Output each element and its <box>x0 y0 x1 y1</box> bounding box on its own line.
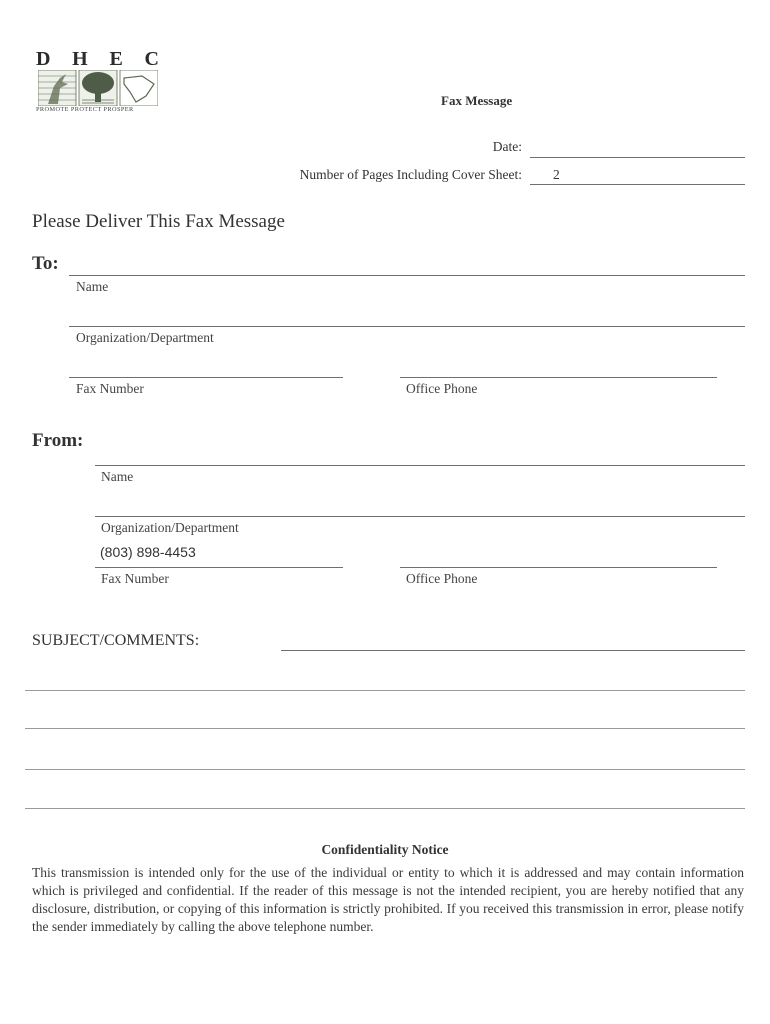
logo-letters <box>36 48 160 71</box>
to-fax-caption: Fax Number <box>76 381 144 396</box>
to-label: To: <box>32 253 59 274</box>
from-phone-caption: Office Phone <box>406 571 478 586</box>
logo-letter-d: D <box>36 48 52 70</box>
from-name-line[interactable] <box>95 465 745 466</box>
confidentiality-notice-body: This transmission is intended only for the use of the individual or entity to which it is addressed and may contain information which is privileged and confidential. If the reader of this message is not the intended recipient, you are hereby notified that any disclosure, distribution, or copying of this information is strictly prohibited. If you received this transmission in error, please notify the sender immediately by calling the above telephone number. <box>32 865 744 934</box>
comments-line-3[interactable] <box>25 769 745 770</box>
to-name-caption: Name <box>76 279 109 294</box>
from-name-caption: Name <box>101 469 134 484</box>
confidentiality-notice-title: Confidentiality Notice <box>321 842 449 857</box>
logo-tagline: PROMOTE PROTECT PROSPER <box>36 106 134 113</box>
pages-value[interactable]: 2 <box>553 167 560 182</box>
from-org-line[interactable] <box>95 516 745 517</box>
dhec-logo <box>36 48 160 116</box>
to-name-line[interactable] <box>69 275 745 276</box>
logo-letter-c: C <box>144 48 160 70</box>
date-label: Date: <box>492 139 522 154</box>
pages-field-line <box>530 184 745 185</box>
from-label: From: <box>32 430 84 451</box>
to-org-caption: Organization/Department <box>76 330 214 345</box>
from-phone-line[interactable] <box>400 567 717 568</box>
to-org-line[interactable] <box>69 326 745 327</box>
to-phone-caption: Office Phone <box>406 381 478 396</box>
logo-letter-e: E <box>109 48 124 70</box>
to-fax-line[interactable] <box>69 377 343 378</box>
pages-label: Number of Pages Including Cover Sheet: <box>299 167 522 182</box>
from-fax-line[interactable] <box>95 567 343 568</box>
logo-letter-h: H <box>72 48 89 70</box>
comments-line-1[interactable] <box>25 690 745 691</box>
date-field-line <box>530 157 745 158</box>
subject-line[interactable] <box>281 650 745 651</box>
subject-label: SUBJECT/COMMENTS: <box>32 632 200 649</box>
logo-emblem-icon <box>38 70 158 106</box>
fax-message-title: Fax Message <box>441 93 513 108</box>
from-org-caption: Organization/Department <box>101 520 239 535</box>
to-phone-line[interactable] <box>400 377 717 378</box>
from-fax-caption: Fax Number <box>101 571 169 586</box>
page-heading: Please Deliver This Fax Message <box>32 211 285 232</box>
comments-line-4[interactable] <box>25 808 745 809</box>
comments-line-2[interactable] <box>25 728 745 729</box>
from-fax-value[interactable]: (803) 898-4453 <box>100 544 196 560</box>
